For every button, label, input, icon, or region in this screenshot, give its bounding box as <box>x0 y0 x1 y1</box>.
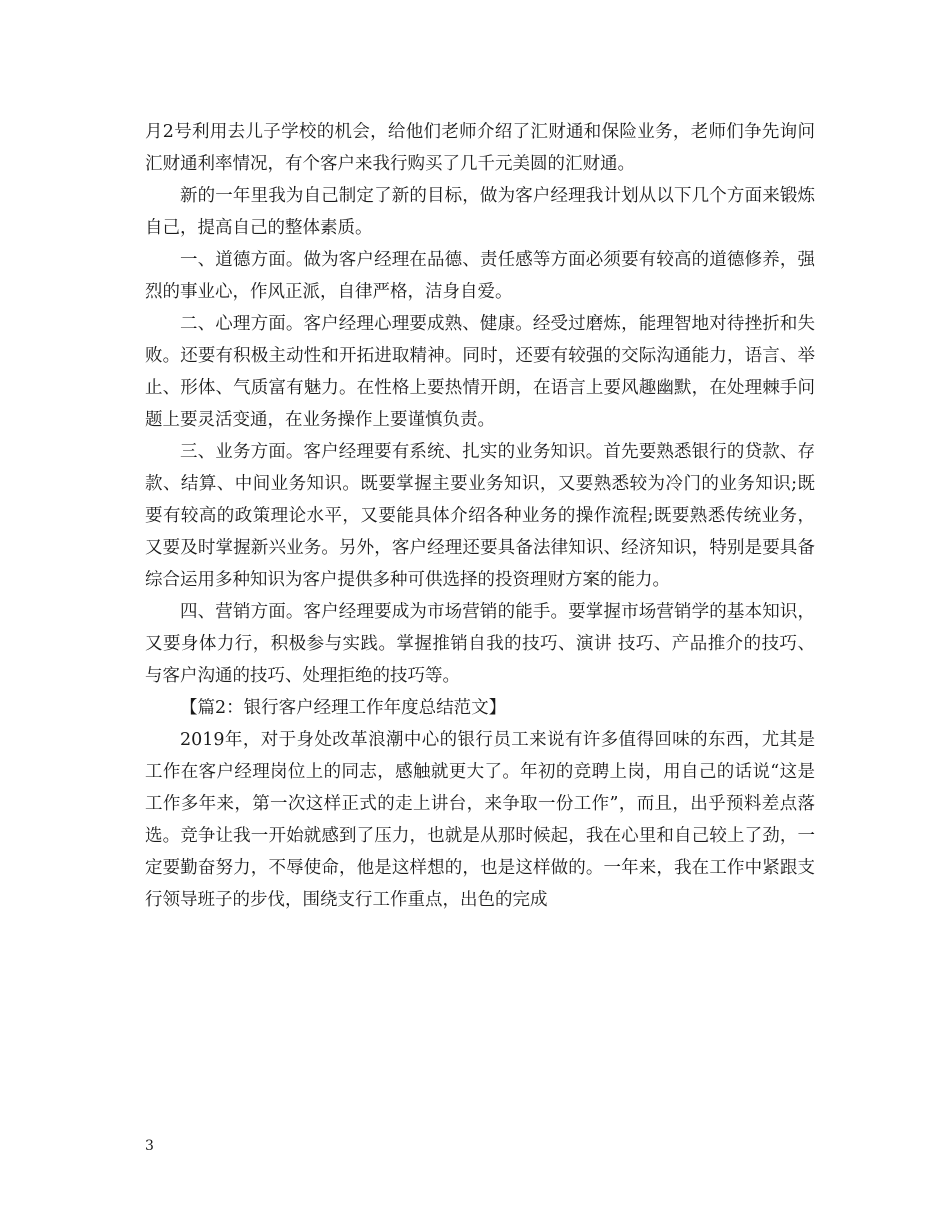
body-text <box>145 116 815 916</box>
paragraph-marketing-aspect: 四、营销方面。客户经理要成为市场营销的能手。要掌握市场营销学的基本知识，又要身体力行，积极参与实践。掌握推销自我的技巧、演讲 技巧、产品推介的技巧、与客户沟通的技巧、处理拒绝的技巧等。 <box>145 602 815 686</box>
paragraph-new-year-goals: 新的一年里我为自己制定了新的目标，做为客户经理我计划从以下几个方面来锻炼自己，提高自己的整体素质。 <box>145 186 815 238</box>
paragraph-moral-aspect: 一、道德方面。做为客户经理在品德、责任感等方面必须要有较高的道德修养，强烈的事业心，作风正派，自律严格，洁身自爱。 <box>145 250 815 302</box>
paragraph-psychological-aspect: 二、心理方面。客户经理心理要成熟、健康。经受过磨炼，能理智地对待挫折和失败。还要有积极主动性和开拓进取精神。同时，还要有较强的交际沟通能力，语言、举止、形体、气质富有魅力。在性格上要热情开朗，在语言上要风趣幽默，在处理棘手问题上要灵活变通，在业务操作上要谨慎负责。 <box>145 314 815 430</box>
paragraph-continuation: 月2号利用去儿子学校的机会，给他们老师介绍了汇财通和保险业务，老师们争先询问汇财通利率情况，有个客户来我行购买了几千元美圆的汇财通。 <box>145 122 815 174</box>
paragraph-year-summary: 2019年，对于身处改革浪潮中心的银行员工来说有许多值得回味的东西，尤其是工作在客户经理岗位上的同志，感触就更大了。年初的竞聘上岗，用自己的话说“这是工作多年来，第一次这样正式的走上讲台，来争取一份工作”，而且，出乎预料差点落选。竞争让我一开始就感到了压力，也就是从那时候起，我在心里和自己较上了劲，一定要勤奋努力，不辱使命，他是这样想的，也是这样做的。一年来，我在工作中紧跟支行领导班子的步伐，围绕支行工作重点，出色的完成 <box>145 730 815 910</box>
page-number: 3 <box>145 1138 154 1154</box>
paragraph-business-aspect: 三、业务方面。客户经理要有系统、扎实的业务知识。首先要熟悉银行的贷款、存款、结算、中间业务知识。既要掌握主要业务知识，又要熟悉较为冷门的业务知识;既要有较高的政策理论水平，又要能具体介绍各种业务的操作流程;既要熟悉传统业务，又要及时掌握新兴业务。另外，客户经理还要具备法律知识、经济知识，特别是要具备综合运用多种知识为客户提供多种可供选择的投资理财方案的能力。 <box>145 442 815 590</box>
section-heading-part-2: 【篇2：银行客户经理工作年度总结范文】 <box>180 698 507 718</box>
